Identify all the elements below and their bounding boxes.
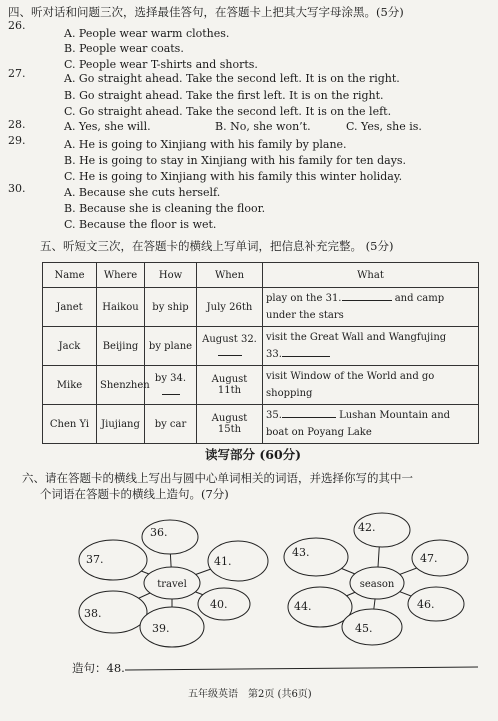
column-header: Where <box>97 263 145 288</box>
section5-title: 五、听短文三次，在答题卡的横线上写单词，把信息补充完整。 (5分) <box>40 239 394 253</box>
bubble-number: 37. <box>86 553 104 566</box>
what-text: and camp <box>394 293 445 304</box>
option: B. Go straight ahead. Take the first left. It is on the right. <box>64 89 384 102</box>
option: A. Yes, she will. <box>64 120 151 133</box>
question-number: 27. <box>8 67 26 80</box>
sentence-label: 造句：48. <box>72 661 125 675</box>
cell-where: Jiujiang <box>97 405 145 444</box>
question-number: 26. <box>8 19 26 32</box>
option: A. He is going to Xinjiang with his family by plane. <box>64 138 347 151</box>
what-text: boat on Poyang Lake <box>266 427 372 438</box>
section6-title-line2: 个词语在答题卡的横线上造句。(7分) <box>40 487 229 501</box>
bubble-number: 44. <box>294 600 312 613</box>
bubble-number: 47. <box>420 552 438 565</box>
what-text: 35. <box>266 410 282 421</box>
option: A. Go straight ahead. Take the second left. It is on the right. <box>64 72 400 85</box>
column-header: Name <box>43 263 97 288</box>
option: B. People wear coats. <box>64 42 184 55</box>
what-text: visit Window of the World and go <box>266 371 435 382</box>
what-text: under the stars <box>266 310 344 321</box>
cell-name: Chen Yi <box>43 405 97 444</box>
cell-where: Shenzhen <box>97 366 145 405</box>
column-header: When <box>197 263 263 288</box>
what-text: shopping <box>266 388 313 399</box>
bubble-number: 43. <box>292 546 310 559</box>
cell-when: August 11th <box>197 366 263 405</box>
how-text: by 34. <box>154 372 187 384</box>
part-title: 读写部分 (60分) <box>205 447 302 462</box>
cell-name: Jack <box>43 327 97 366</box>
option: A. Because she cuts herself. <box>64 186 221 199</box>
center-word-travel: travel <box>157 579 187 590</box>
bubble-number: 45. <box>355 622 373 635</box>
what-text: Lushan Mountain and <box>339 410 451 421</box>
option: A. People wear warm clothes. <box>64 27 230 40</box>
what-text: visit the Great Wall and Wangfujing <box>266 332 447 343</box>
bubble-number: 46. <box>417 598 435 611</box>
cell-where: Beijing <box>97 327 145 366</box>
bubble-number: 36. <box>150 526 168 539</box>
bubble-number: 39. <box>152 622 170 635</box>
column-header: What <box>263 263 479 288</box>
option: C. He is going to Xinjiang with his family this winter holiday. <box>64 170 403 183</box>
column-header: How <box>145 263 197 288</box>
cell-how: by car <box>145 405 197 444</box>
question-number: 28. <box>8 118 26 131</box>
option: C. Go straight ahead. Take the second left. It is on the left. <box>64 105 392 118</box>
when-text: August 32. <box>202 333 257 345</box>
option: C. Because the floor is wet. <box>64 218 217 231</box>
option: C. People wear T-shirts and shorts. <box>64 58 258 71</box>
bubble-number: 40. <box>210 598 228 611</box>
cell-where: Haikou <box>97 288 145 327</box>
bubble <box>140 607 204 647</box>
what-text: play on the 31. <box>266 293 342 304</box>
bubble-number: 38. <box>84 607 102 620</box>
question-number: 29. <box>8 134 26 147</box>
section4-title: 四、听对话和问题三次，选择最佳答句，在答题卡上把其大写字母涂黑。(5分) <box>8 5 404 19</box>
center-word-season: season <box>359 579 395 590</box>
option: B. Because she is cleaning the floor. <box>64 202 266 215</box>
what-text: 33. <box>266 349 282 360</box>
cell-how: by plane <box>145 327 197 366</box>
bubble-number: 41. <box>214 555 232 568</box>
sentence-line <box>125 667 478 670</box>
bubble-number: 42. <box>358 521 376 534</box>
cell-name: Janet <box>43 288 97 327</box>
option: B. He is going to stay in Xinjiang with his family for ten days. <box>64 154 407 167</box>
cell-when: August 15th <box>197 405 263 444</box>
option: B. No, she won’t. <box>215 120 311 133</box>
page-footer: 五年级英语 第2页 (共6页) <box>188 689 312 700</box>
section6-title-line1: 六、请在答题卡的横线上写出与圆中心单词相关的词语，并选择你写的其中一 <box>22 471 413 485</box>
cell-when: July 26th <box>197 288 263 327</box>
option: C. Yes, she is. <box>346 120 422 133</box>
cell-how: by ship <box>145 288 197 327</box>
cell-name: Mike <box>43 366 97 405</box>
question-number: 30. <box>8 182 26 195</box>
